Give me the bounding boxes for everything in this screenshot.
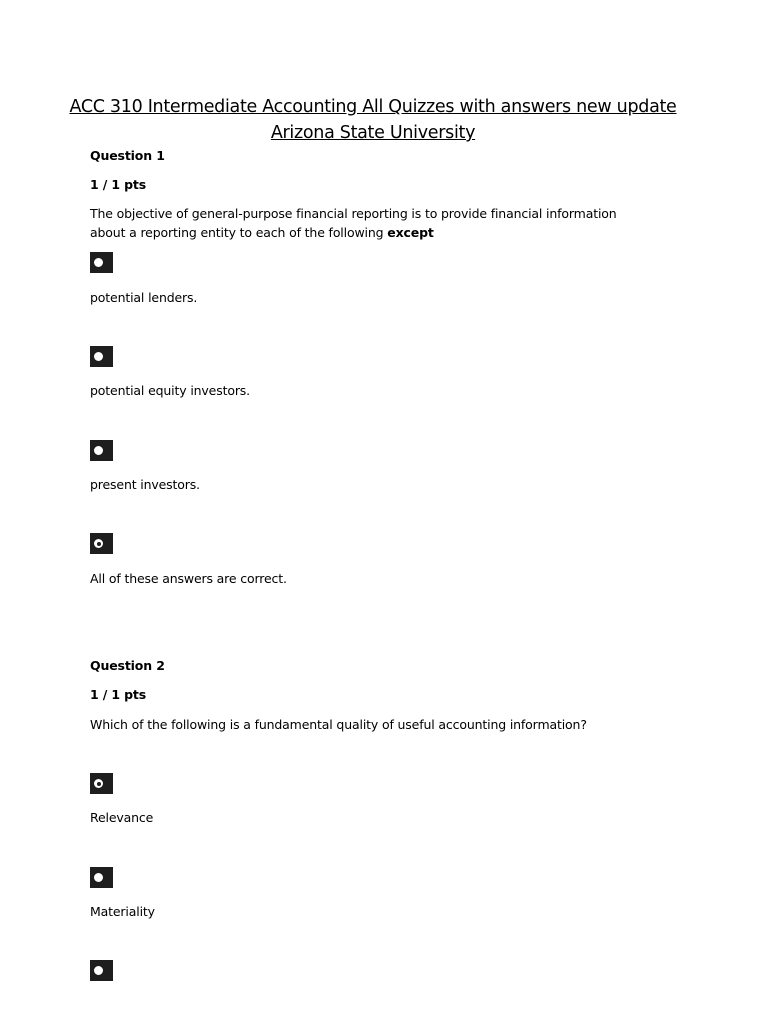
question-1-prompt xyxy=(90,204,650,242)
question-1-option-3-label: present investors. xyxy=(90,477,200,492)
question-1-option-1-label: potential lenders. xyxy=(90,290,198,305)
question-2-points: 1 / 1 pts xyxy=(90,687,147,702)
question-2-heading: Question 2 xyxy=(90,658,165,673)
question-1-heading: Question 1 xyxy=(90,148,165,163)
question-2-option-3-radio[interactable] xyxy=(90,960,113,981)
radio-button-selected-icon xyxy=(94,539,103,548)
question-1-points: 1 / 1 pts xyxy=(90,177,147,192)
question-1-prompt-text: The objective of general-purpose financial reporting is to provide financial information about a reporting entity to each of the following xyxy=(90,206,617,240)
question-1-option-2-label: potential equity investors. xyxy=(90,383,250,398)
question-1-option-4-radio[interactable] xyxy=(90,533,113,554)
document-title-line-2: Arizona State University xyxy=(270,123,476,143)
radio-button-icon xyxy=(94,446,103,455)
radio-button-icon xyxy=(94,966,103,975)
document-title xyxy=(60,94,686,146)
question-1-option-4-label: All of these answers are correct. xyxy=(90,571,287,586)
question-2-option-2-radio[interactable] xyxy=(90,867,113,888)
question-1-option-1-radio[interactable] xyxy=(90,252,113,273)
question-2-option-2-label: Materiality xyxy=(90,904,155,919)
question-2-option-1-label: Relevance xyxy=(90,810,154,825)
radio-button-icon xyxy=(94,258,103,267)
question-2-option-1-radio[interactable] xyxy=(90,773,113,794)
question-1-prompt-emphasis: except xyxy=(387,225,434,240)
document-title-line-1: ACC 310 Intermediate Accounting All Quizzes with answers new update xyxy=(69,97,677,117)
radio-button-selected-icon xyxy=(94,779,103,788)
question-1-option-3-radio[interactable] xyxy=(90,440,113,461)
radio-button-icon xyxy=(94,873,103,882)
radio-button-icon xyxy=(94,352,103,361)
question-1-option-2-radio[interactable] xyxy=(90,346,113,367)
question-2-prompt: Which of the following is a fundamental quality of useful accounting information? xyxy=(90,717,587,732)
